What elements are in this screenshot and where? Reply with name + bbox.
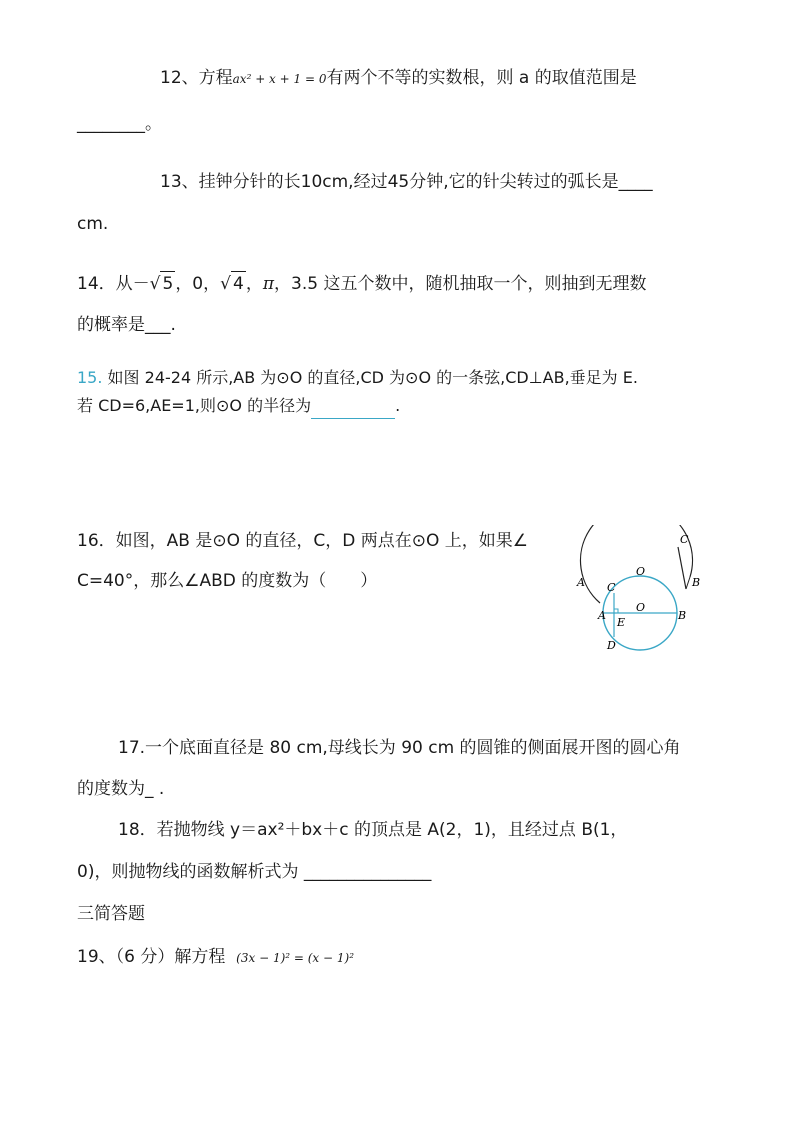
- q12-prefix: 12、方程: [160, 68, 233, 88]
- q14-line2: 的概率是___.: [77, 315, 176, 335]
- q13-line2: cm.: [77, 214, 109, 234]
- q12-suffix: 有两个不等的实数根，则 a 的取值范围是: [326, 68, 637, 88]
- q18-line1: 18．若抛物线 y＝ax²＋bx＋c 的顶点是 A(2，1)，且经过点 B(1，: [118, 820, 628, 840]
- label-O2: O: [636, 601, 646, 614]
- q17-line2: 的度数为_ .: [77, 779, 165, 799]
- q14-part-a: 14．从－: [77, 274, 150, 294]
- geometry-figure: [572, 525, 712, 655]
- q15-text1: 如图 24-24 所示,AB 为⊙O 的直径,CD 为⊙O 的一条弦,CD⊥AB,垂足为 E.: [107, 368, 638, 387]
- q15-number: 15.: [77, 368, 103, 387]
- label-O1: O: [636, 565, 646, 578]
- q19-line: [77, 945, 354, 970]
- q12-line2: ________。: [77, 114, 162, 134]
- q16-line1: 16．如图，AB 是⊙O 的直径，C，D 两点在⊙O 上，如果∠: [77, 531, 528, 551]
- q13-line1: 13、挂钟分针的长10cm,经过45分钟,它的针尖转过的弧长是____: [160, 172, 653, 192]
- q14-pi: π: [262, 274, 274, 294]
- label-A1: A: [577, 576, 585, 589]
- q14-line1: [77, 271, 646, 296]
- label-B1: B: [692, 576, 701, 589]
- label-A2: A: [598, 609, 606, 622]
- label-C1: C: [680, 533, 689, 546]
- figure1-tick: [686, 577, 690, 589]
- label-C2: C: [607, 581, 616, 594]
- label-E2: E: [617, 616, 626, 629]
- q12-equation: ax² + x + 1 = 0: [232, 72, 327, 86]
- section-title: 三简答题: [77, 904, 145, 924]
- figure1-chord: [678, 547, 686, 589]
- q14-part-d: ，3.5 这五个数中，随机抽取一个，则抽到无理数: [274, 274, 647, 294]
- q14-part-c: ，: [245, 274, 263, 294]
- q19-equation: (3x − 1)² = (x − 1)²: [236, 951, 355, 965]
- q16-line2: C=40°，那么∠ABD 的度数为（ ）: [77, 571, 378, 591]
- q12-line1: [160, 66, 637, 91]
- sqrt-4: √ 4: [220, 271, 246, 296]
- q15-text2: 若 CD=6,AE=1,则⊙O 的半径为: [77, 396, 312, 415]
- q15-line1: [77, 366, 638, 390]
- sqrt-5: √ 5: [150, 271, 176, 296]
- label-B2: B: [678, 609, 687, 622]
- label-D2: D: [607, 639, 616, 652]
- q15-answer-blank: [311, 394, 395, 419]
- q18-line2: 0)，则抛物线的函数解析式为 _______________: [77, 862, 432, 882]
- q19-prefix: 19、（6 分）解方程: [77, 947, 226, 967]
- q15-line2: 若 CD=6,AE=1,则⊙O 的半径为 .: [77, 394, 400, 419]
- q17-line1: 17.一个底面直径是 80 cm,母线长为 90 cm 的圆锥的侧面展开图的圆心角: [118, 738, 681, 758]
- q14-part-b: ，0，: [175, 274, 221, 294]
- figure1-circle-arc: [580, 525, 692, 603]
